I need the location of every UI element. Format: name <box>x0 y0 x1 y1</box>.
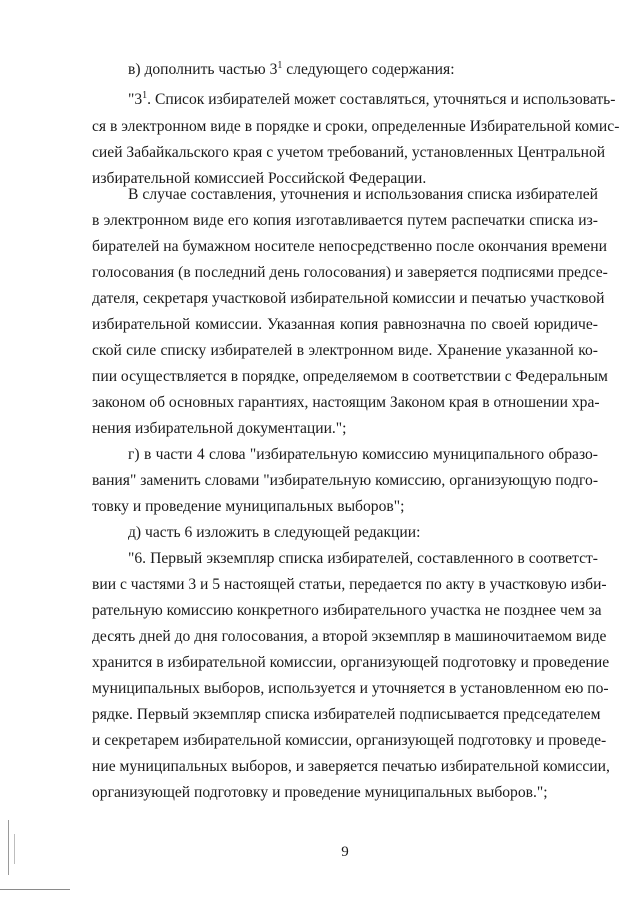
text-line: голосования (в последний день голосования) и заверяется подписями предсе- <box>92 264 608 281</box>
scan-artifact <box>8 820 9 875</box>
scan-artifact <box>14 834 15 864</box>
text-line: ской силе списку избирателей в электронном виде. Хранение указанной ко- <box>92 342 598 359</box>
text-line: ся в электронном виде в порядке и сроки, определенные Избирательной комис- <box>92 118 620 135</box>
text-line: дателя, секретаря участковой избирательной комиссии и печатью участковой <box>92 290 605 307</box>
text-line: вания" заменить словами "избирательную комиссию, организующую подго- <box>92 472 599 489</box>
text-line: бирателей на бумажном носителе непосредственно после окончания времени <box>92 238 607 255</box>
text-line: и секретарем избирательной комиссии, организующей подготовку и проведе- <box>92 732 607 749</box>
text-line: рядке. Первый экземпляр списка избирателей подписывается председателем <box>92 706 601 723</box>
text-line: "6. Первый экземпляр списка избирателей, составленного в соответст- <box>128 550 598 567</box>
page-number: 9 <box>341 844 349 860</box>
text-line: муниципальных выборов, используется и уточняется в установленном ею по- <box>92 680 609 697</box>
scan-artifact <box>0 889 70 890</box>
text-line: избирательной комиссией Российской Федерации. <box>92 170 427 187</box>
text-line: законом об основных гарантиях, настоящим Законом края в отношении хра- <box>92 394 600 411</box>
text-line: д) часть 6 изложить в следующей редакции: <box>128 524 421 541</box>
superscript: 1 <box>277 60 283 71</box>
text-line: г) в части 4 слова "избирательную комиссию муниципального образо- <box>128 446 598 463</box>
text-line: избирательной комиссии. Указанная копия равнозначна по своей юридиче- <box>92 316 598 333</box>
text-line: в электронном виде его копия изготавливается путем распечатки списка из- <box>92 212 598 229</box>
text-line: вии с частями 3 и 5 настоящей статьи, передается по акту в участковую изби- <box>92 576 607 593</box>
text-line: пии осуществляется в порядке, определяемом в соответствии с Федеральным <box>92 368 608 385</box>
text-line: В случае составления, уточнения и использования списка избирателей <box>128 186 598 203</box>
text-line: ние муниципальных выборов, и заверяется печатью избирательной комиссии, <box>92 758 610 775</box>
text-line: десять дней до дня голосования, а второй экземпляр в машиночитаемом виде <box>92 628 607 645</box>
text-line: нения избирательной документации."; <box>92 420 347 437</box>
text-line: рательную комиссию конкретного избирательного участка не позднее чем за <box>92 602 602 619</box>
text-line: сией Забайкальского края с учетом требований, установленных Центральной <box>92 144 606 161</box>
text-line: хранится в избирательной комиссии, организующей подготовку и проведение <box>92 654 610 671</box>
superscript: 1 <box>142 90 148 101</box>
text-line: "$3^1$. Список избирателей может составляться, уточняться и использовать- <box>128 90 616 108</box>
text-line: организующей подготовку и проведение муниципальных выборов."; <box>92 784 548 801</box>
text-line: в) дополнить частью $3^1$ следующего содержания: <box>128 60 455 78</box>
text-line: товку и проведение муниципальных выборов"; <box>92 498 405 515</box>
